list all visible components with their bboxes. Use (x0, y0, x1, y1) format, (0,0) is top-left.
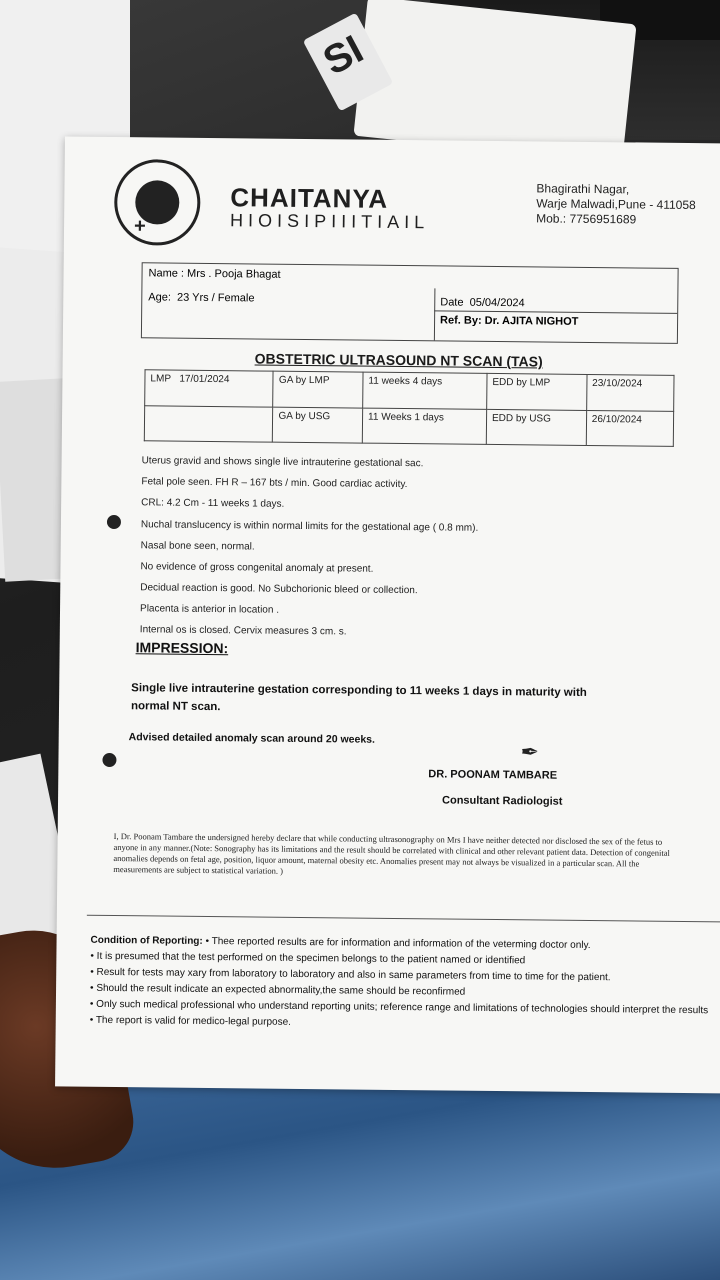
punch-hole (107, 515, 121, 529)
patient-age: 23 Yrs / Female (176, 291, 255, 305)
camera-watermark (8, 20, 48, 220)
lmp-value: 17/01/2024 (179, 373, 230, 386)
table-cell: 23/10/2024 (586, 374, 674, 410)
divider (434, 310, 677, 314)
table-cell: GA by LMP (273, 371, 363, 407)
table-cell: EDD by LMP (487, 373, 587, 410)
patient-box (141, 262, 679, 344)
declaration-text: I, Dr. Poonam Tambare the undersigned hereby declare that while conducting ultrasonography on Mrs I have neither detected nor disclosed the sex of the fetus to anyone in any manner.(Note: Sonography has its limitations and the result should be correlated with clinical and other relevant patient data. Detection of congenital anomalies depends on fetal age, position, liquor amount, maternal obesity etc. Anomalies present may not always be visualized in a particular scan. All the measurements are subject to statistical variation. ) (113, 831, 670, 876)
mobile-number: Mob.: 7756951689 (536, 211, 637, 227)
patient-name: Mrs . Pooja Bhagat (187, 267, 281, 281)
patient-name-row: Name : Mrs . Pooja Bhagat (148, 267, 281, 281)
table-cell: EDD by USG (486, 409, 586, 446)
finding-line: Nasal bone seen, normal. (140, 540, 255, 553)
advice-text: Advised detailed anomaly scan around 20 weeks. (128, 731, 376, 746)
hospital-logo-icon (114, 159, 201, 246)
table-cell (144, 405, 273, 442)
conditions-first-line: Condition of Reporting: • Thee reported results are for information and information of the veterming doctor only. (90, 934, 591, 952)
report-title: OBSTETRIC ULTRASOUND NT SCAN (TAS) (254, 350, 543, 370)
watermark-line-1: Shot on OnePlus (26, 20, 48, 176)
age-label: Age (148, 291, 168, 304)
dates-table (144, 369, 675, 447)
table-row (144, 405, 673, 446)
doctor-name: DR. POONAM TAMBARE (428, 768, 558, 782)
list-item: • Result for tests may xary from laboratory to laboratory and also in same parameters from time to time for the patient. (90, 966, 611, 984)
impression-heading: IMPRESSION: (135, 639, 229, 657)
hospital-address (536, 181, 696, 228)
finding-line: Placenta is anterior in location . (139, 603, 280, 616)
finding-line: Fetal pole seen. FH R – 167 bts / min. Good cardiac activity. (141, 476, 408, 491)
ref-label: Ref. By: (440, 314, 482, 327)
punch-hole (102, 753, 116, 767)
impression-line-1: Single live intrauterine gestation corresponding to 11 weeks 1 days in maturity with (131, 682, 587, 699)
address-line-1: Bhagirathi Nagar, (536, 181, 630, 197)
date-label: Date (440, 296, 464, 309)
divider (87, 915, 720, 923)
table-cell: 11 weeks 4 days (363, 372, 487, 409)
referring-doctor (440, 314, 578, 327)
list-item: • Should the result indicate an expected abnormality,the same should be reconfirmed (90, 982, 466, 998)
date-value: 05/04/2024 (469, 296, 525, 310)
finding-line: Nuchal translucency is within normal limits for the gestational age ( 0.8 mm). (140, 519, 479, 534)
watermark-line-2: Powered by Triple Camera (9, 20, 24, 174)
table-cell: 26/10/2024 (586, 410, 674, 446)
box-logo-text: SI (316, 27, 371, 84)
signature-icon: ✒ (520, 739, 540, 765)
hospital-name: CHAITANYA (230, 182, 389, 214)
hospital-subtitle: HIOISIPIIITIAIL (230, 210, 430, 233)
finding-line: Decidual reaction is good. No Subchorionic bleed or collection. (140, 582, 418, 597)
finding-line: Internal os is closed. Cervix measures 3 cm. s. (139, 624, 347, 638)
address-line-2: Warje Malwadi,Pune - 411058 (536, 196, 696, 213)
impression-line-2: normal NT scan. (130, 700, 221, 714)
table-cell (145, 370, 274, 407)
list-item: • Only such medical professional who understand reporting units; reference range and limitations of technologies should interpret the results (89, 998, 709, 1017)
table-cell: 11 Weeks 1 days (362, 408, 486, 445)
divider (434, 288, 436, 340)
cross-icon: + (133, 215, 146, 238)
ref-value: Dr. AJITA NIGHOT (484, 314, 579, 328)
conditions-first: Thee reported results are for information and information of the veterming doctor only. (211, 936, 591, 952)
report-paper (55, 136, 720, 1093)
patient-age-row: Age: 23 Yrs / Female (148, 291, 255, 305)
finding-line: No evidence of gross congenital anomaly at present. (140, 561, 374, 575)
table-row (145, 370, 674, 411)
lmp-label: LMP (150, 373, 172, 385)
impression-text (131, 679, 651, 720)
list-item: • The report is valid for medico-legal purpose. (89, 1014, 291, 1028)
name-label: Name (148, 267, 178, 280)
report-date (440, 296, 525, 309)
conditions-of-reporting (90, 933, 720, 1036)
table-cell: GA by USG (273, 407, 363, 443)
finding-line: CRL: 4.2 Cm - 11 weeks 1 days. (141, 497, 285, 510)
doctor-designation: Consultant Radiologist (441, 794, 563, 808)
conditions-title: Condition of Reporting: (90, 934, 203, 947)
list-item: • It is presumed that the test performed on the specimen belongs to the patient named or identified (90, 950, 526, 967)
finding-line: Uterus gravid and shows single live intrauterine gestational sac. (141, 455, 424, 470)
